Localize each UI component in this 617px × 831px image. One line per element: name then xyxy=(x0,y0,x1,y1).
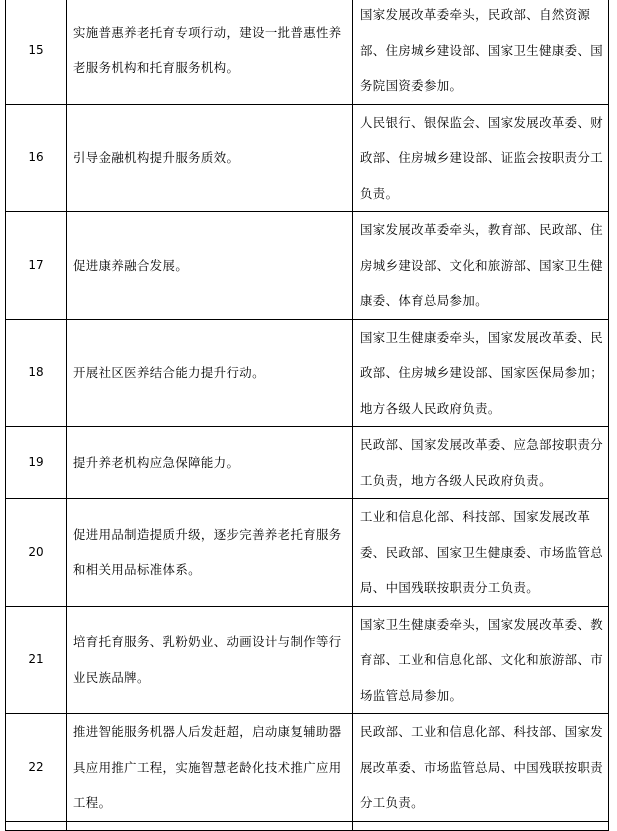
task-text: 培育托育服务、乳粉奶业、动画设计与制作等行业民族品牌。 xyxy=(73,634,342,685)
task-description xyxy=(67,606,353,714)
responsible-departments xyxy=(353,0,609,104)
row-number: 19 xyxy=(6,427,67,499)
responsible-departments xyxy=(353,427,609,499)
responsible-departments-empty xyxy=(353,821,609,830)
task-table xyxy=(5,0,609,831)
task-description xyxy=(67,714,353,822)
row-number: 18 xyxy=(6,319,67,427)
responsible-departments xyxy=(353,606,609,714)
responsible-departments xyxy=(353,319,609,427)
departments-text: 民政部、工业和信息化部、科技部、国家发展改革委、市场监管总局、中国残联按职责分工负责。 xyxy=(360,724,604,810)
departments-text: 人民银行、银保监会、国家发展改革委、财政部、住房城乡建设部、证监会按职责分工负责。 xyxy=(360,114,604,201)
task-text: 实施普惠养老托育专项行动，建设一批普惠性养老服务机构和托育服务机构。 xyxy=(73,24,342,76)
responsible-departments xyxy=(353,714,609,822)
table-row xyxy=(6,0,609,104)
table-row xyxy=(6,499,609,607)
row-number: 16 xyxy=(6,104,67,212)
task-description xyxy=(67,319,353,427)
row-number: 20 xyxy=(6,499,67,607)
table-row xyxy=(6,104,609,212)
task-description xyxy=(67,104,353,212)
departments-text: 国家发展改革委牵头，民政部、自然资源部、住房城乡建设部、国家卫生健康委、国务院国资委参加。 xyxy=(360,7,604,93)
departments-text: 工业和信息化部、科技部、国家发展改革委、民政部、国家卫生健康委、市场监管总局、中国残联按职责分工负责。 xyxy=(360,509,604,595)
row-number: 21 xyxy=(6,606,67,714)
task-description xyxy=(67,212,353,320)
task-text: 提升养老机构应急保障能力。 xyxy=(73,454,240,470)
table-row xyxy=(6,319,609,427)
departments-text: 国家卫生健康委牵头，国家发展改革委、教育部、工业和信息化部、文化和旅游部、市场监管总局参加。 xyxy=(360,616,604,703)
table-row xyxy=(6,606,609,714)
departments-text: 民政部、国家发展改革委、应急部按职责分工负责，地方各级人民政府负责。 xyxy=(360,437,604,488)
task-text: 促进用品制造提质升级，逐步完善养老托育服务和相关用品标准体系。 xyxy=(73,526,342,578)
row-number-empty xyxy=(6,821,67,830)
task-text: 引导金融机构提升服务质效。 xyxy=(73,150,240,165)
row-number: 22 xyxy=(6,714,67,822)
table-row xyxy=(6,212,609,320)
task-text: 推进智能服务机器人后发赶超，启动康复辅助器具应用推广工程，实施智慧老龄化技术推广应用工程。 xyxy=(73,724,342,810)
task-text: 开展社区医养结合能力提升行动。 xyxy=(73,365,265,380)
table-row xyxy=(6,714,609,822)
task-description xyxy=(67,427,353,499)
departments-text: 国家发展改革委牵头，教育部、民政部、住房城乡建设部、文化和旅游部、国家卫生健康委、体育总局参加。 xyxy=(360,222,604,308)
departments-text: 国家卫生健康委牵头，国家发展改革委、民政部、住房城乡建设部、国家医保局参加；地方各级人民政府负责。 xyxy=(360,329,604,416)
row-number: 15 xyxy=(6,0,67,104)
responsible-departments xyxy=(353,212,609,320)
task-text: 促进康养融合发展。 xyxy=(73,257,189,273)
table-row-partial xyxy=(6,821,609,830)
row-number: 17 xyxy=(6,212,67,320)
task-description-empty xyxy=(67,821,353,830)
table-row xyxy=(6,427,609,499)
task-description xyxy=(67,499,353,607)
responsible-departments xyxy=(353,104,609,212)
task-description xyxy=(67,0,353,104)
responsible-departments xyxy=(353,499,609,607)
